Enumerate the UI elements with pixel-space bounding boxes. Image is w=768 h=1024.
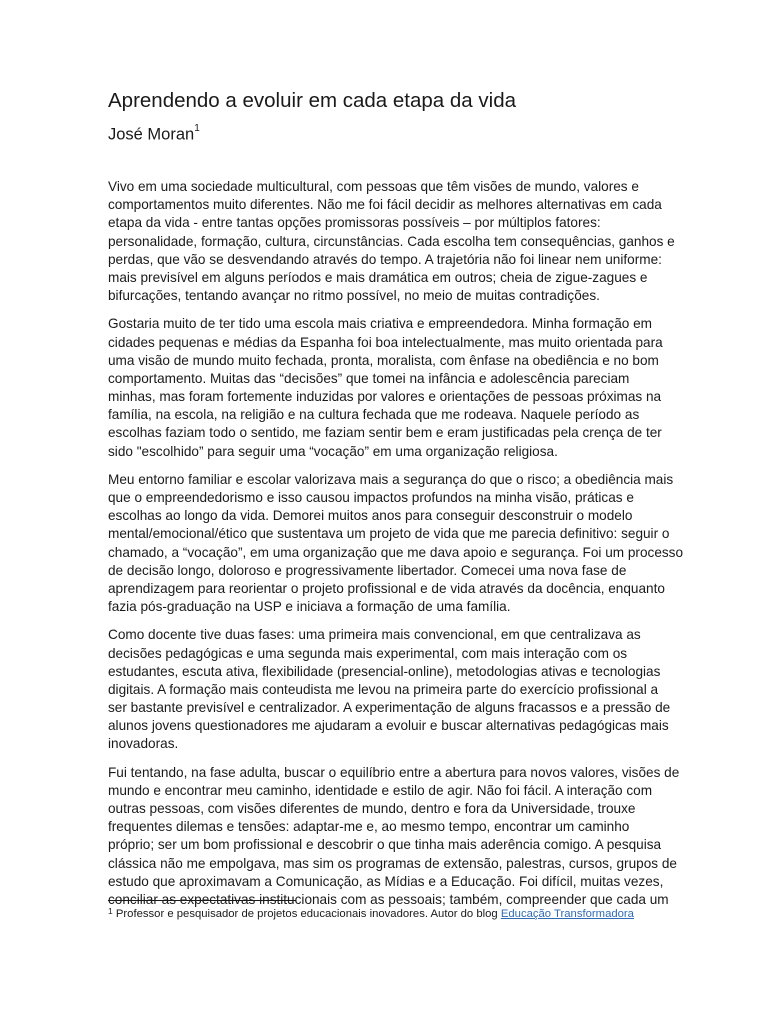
text-line: outras pessoas, com visões diferentes de mundo, dentro e fora da Universidade, trouxe [108, 801, 636, 816]
author-name: José Moran [108, 125, 195, 144]
text-line: personalidade, formação, cultura, circunstâncias. Cada escolha tem consequências, ganhos e [108, 233, 675, 249]
footnote-mark: 1 [108, 906, 113, 916]
text-line: frequentes dilemas e tensões: adaptar-me e, ao mesmo tempo, encontrar um caminho [108, 819, 630, 835]
text-line: digitais. A formação mais conteudista me levou na primeira parte do exercício profissional a [108, 681, 659, 697]
paragraph [108, 178, 675, 305]
text-line: família, na escola, na religião e na cultura fechada que me rodeava. Naquele período as [108, 407, 640, 423]
text-line: clássica não me empolgava, mas sim os programas de extensão, palestras, cursos, grupos de [108, 855, 677, 871]
text-line: próprio; ser um bom profissional e descobrir o que tinha mais aderência comigo. A pesquisa [108, 837, 662, 853]
paragraph [108, 315, 663, 461]
document-title: Aprendendo a evoluir em cada etapa da vida [108, 89, 517, 112]
text-line: de decisão longo, doloroso e progressivamente libertador. Comecei uma nova fase de [108, 562, 627, 578]
text-line: alunos jovens questionadores me ajudaram a evoluir e buscar alternativas pedagógicas mais [108, 718, 669, 734]
text-line: que o empreendedorismo e isso causou impactos profundos na minha visão, práticas e [108, 490, 634, 505]
text-line: bifurcações, tentando avançar no ritmo possível, no meio de muitas contradições. [108, 288, 600, 304]
text-line: estudantes, escuta ativa, flexibilidade (presencial-online), metodologias ativas e tecnologias [108, 663, 661, 679]
text-line: sido "escolhido” para seguir uma “vocação” em uma organização religiosa. [108, 443, 558, 459]
footnote-reference[interactable]: 1 [194, 123, 200, 134]
footnote-divider [108, 900, 296, 901]
text-line: minhas, mas foram fortemente induzidas por valores e orientações de pessoas próximas na [108, 389, 662, 405]
text-line: cidades pequenas e médias da Espanha foi boa intelectualmente, mas muito orientada para [108, 334, 663, 350]
text-line: etapa da vida - entre tantas opções promissoras possíveis – por múltiplos fatores: [108, 215, 601, 231]
text-line: ser bastante previsível e centralizador. A experimentação de alguns fracassos e a pressão de [108, 700, 671, 716]
text-line: escolhas faziam todo o sentido, me faziam sentir bem e eram justificadas pela crença de ter [108, 425, 662, 441]
text-line: mais previsível em alguns períodos e mais dramática em outros; cheia de zigue-zagues e [108, 269, 648, 285]
text-line: decisões pedagógicas e uma segunda mais experimental, com mais interação com os [108, 645, 628, 661]
text-line: Gostaria muito de ter tido uma escola mais criativa e empreendedora. Minha formação em [108, 316, 653, 332]
paragraph [108, 626, 671, 753]
text-line: mundo e encontrar meu caminho, identidade e estilo de agir. Não foi fácil. A interação com [108, 782, 653, 798]
document-body [108, 178, 684, 919]
text-line: escolhas ao longo da vida. Demorei muitos anos para conseguir desconstruir o modelo [108, 508, 633, 524]
blog-link[interactable]: Educação Transformadora [500, 908, 634, 920]
text-line: Meu entorno familiar e escolar valorizava mais a segurança do que o risco; a obediência mais [108, 471, 674, 487]
text-line: conciliar as expectativas institucionais com as pessoais; também, compreender que cada um [108, 891, 669, 907]
paragraph [108, 471, 684, 617]
paragraph [108, 764, 680, 910]
text-line: estudo que aproximavam a Comunicação, as Mídias e a Educação. Foi difícil, muitas vezes, [108, 873, 664, 889]
text-line: chamado, a “vocação”, em uma organização que me dava apoio e segurança. Foi um processo [108, 544, 684, 560]
text-line: aprendizagem para reorientar o projeto profissional e de vida através da docência, enquanto [108, 580, 665, 596]
text-line: fazia pós-graduação na USP e iniciava a formação de uma família. [108, 599, 511, 615]
text-line: inovadoras. [108, 736, 179, 752]
text-line: perdas, que vão se desvendando através do tempo. A trajetória não foi linear nem uniforme: [108, 251, 662, 267]
text-line: mental/emocional/ético que sustentava um projeto de vida que me parecia definitivo: seguir o [108, 526, 670, 542]
author-line [108, 120, 200, 146]
footnote-text: Professor e pesquisador de projetos educacionais inovadores. Autor do blog [112, 908, 501, 920]
text-line: Fui tentando, na fase adulta, buscar o equilíbrio entre a abertura para novos valores, visões de [108, 764, 680, 780]
text-line: uma visão de mundo muito fechada, pronta, moralista, com ênfase na obediência e no bom [108, 352, 659, 368]
text-line: comportamento. Muitas das “decisões” que tomei na infância e adolescência pareciam [108, 370, 630, 386]
footnote [108, 906, 634, 922]
text-line: comportamentos muito diferentes. Não me foi fácil decidir as melhores alternativas em cada [108, 197, 662, 213]
text-line: Vivo em uma sociedade multicultural, com pessoas que têm visões de mundo, valores e [108, 179, 639, 194]
text-line: Como docente tive duas fases: uma primeira mais convencional, em que centralizava as [108, 627, 641, 643]
